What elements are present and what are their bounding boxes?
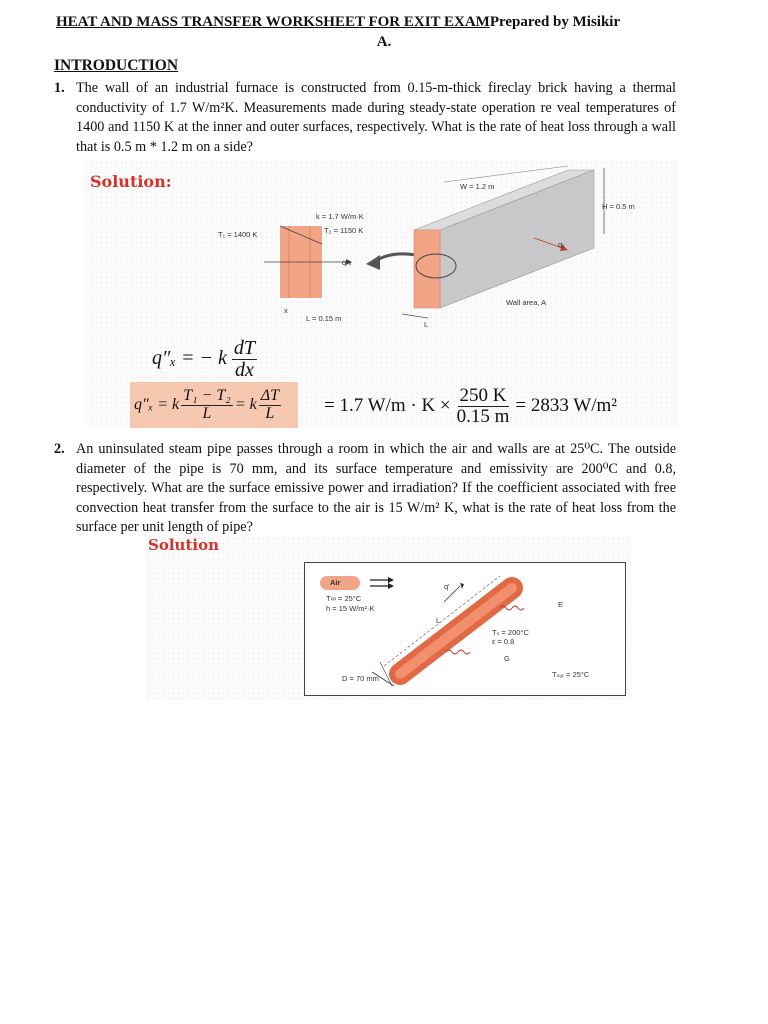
- document-title: HEAT AND MASS TRANSFER WORKSHEET FOR EXIT EXAM: [56, 14, 490, 30]
- fraction-denominator: 0.15 m: [456, 405, 510, 427]
- surroundings-temperature-label: Tₛᵤᵣ = 25°C: [552, 670, 590, 679]
- heat-flux-result-equation: [324, 386, 617, 427]
- emissivity-label: ε = 0.8: [492, 637, 515, 646]
- equation-lhs: q″ₓ = − k: [152, 347, 227, 370]
- wall-end-face: [414, 230, 440, 308]
- author-credit-continued: A.: [376, 34, 392, 50]
- length-label: L: [436, 616, 441, 625]
- equation-fraction: [457, 386, 510, 427]
- fraction-numerator: dT: [233, 337, 256, 359]
- irradiation-label: G: [504, 654, 510, 663]
- document-header: [56, 14, 676, 31]
- question-number: 1.: [54, 80, 65, 96]
- fraction-numerator: ΔT: [260, 386, 280, 404]
- question-number: 2.: [54, 441, 65, 457]
- qx-arrow-label: qₓ: [558, 240, 565, 249]
- t1-label: T₁ = 1400 K: [218, 230, 258, 239]
- t2-label: T₂ = 1150 K: [324, 226, 364, 235]
- fraction-numerator: 250 K: [459, 385, 507, 406]
- k-label: k = 1.7 W/m·K: [316, 212, 364, 221]
- equation-fraction: [232, 338, 257, 381]
- equation-fraction: [181, 388, 233, 423]
- equation-result: = 2833 W/m²: [515, 395, 617, 417]
- fraction-denominator: L: [265, 404, 275, 422]
- fraction-denominator: dx: [235, 359, 254, 381]
- air-label: Air: [330, 578, 341, 587]
- fraction-numerator: T₁ − T₂: [183, 386, 231, 404]
- convection-coefficient-label: h = 15 W/m²·K: [326, 604, 375, 613]
- question-2: [54, 440, 676, 538]
- solution-label: Solution:: [90, 172, 172, 191]
- heat-rate-label: q′: [444, 582, 450, 591]
- question-text: An uninsulated steam pipe passes through a room in which the air and walls are at 25⁰C. The outside diameter of the pipe is 70 mm, and its surface temperature and emissivity are 200⁰C and 0.8, respectively. What are the surface emissive power and irradiation? If the coefficient associated with free convection heat transfer from the surface to the air is 15 W/m² K, what is the rate of heat loss from the surface per unit length of pipe?: [76, 441, 676, 536]
- width-label: W = 1.2 m: [460, 182, 495, 191]
- x-axis-label: x: [284, 306, 288, 315]
- question-1: [54, 79, 676, 157]
- solution-label: Solution: [148, 536, 219, 554]
- length-label: L: [424, 320, 429, 329]
- air-temperature-label: T∞ = 25°C: [326, 594, 362, 603]
- wall-area-label: Wall area, A: [506, 298, 547, 307]
- qx-label: q″ₓ: [342, 258, 352, 267]
- solution-figure-1: [84, 160, 678, 426]
- equation-fraction: [259, 388, 281, 423]
- linear-gradient-equation: [130, 382, 298, 428]
- equation-middle: = k: [234, 396, 257, 413]
- section-heading: INTRODUCTION: [54, 57, 179, 74]
- solution-figure-2: [146, 536, 632, 700]
- emissive-power-label: E: [558, 600, 564, 609]
- surface-temperature-label: Tₛ = 200°C: [492, 628, 529, 637]
- question-text: The wall of an industrial furnace is constructed from 0.15-m-thick fireclay brick having a thermal conductivity of 1.7 W/m²K. Measurements made during steady-state operation re veal temperatures of 1400 and 1150 K at the inner and outer surfaces, respectively. What is the rate of heat loss through a wall that is 0.5 m * 1.2 m on a side?: [76, 80, 676, 155]
- equation-lhs: = 1.7 W/m · K ×: [324, 395, 451, 417]
- thickness-label: L = 0.15 m: [306, 314, 342, 323]
- fourier-law-equation: [152, 338, 257, 381]
- height-label: H = 0.5 m: [602, 202, 635, 211]
- author-credit: Prepared by Misikir: [489, 14, 621, 30]
- fraction-denominator: L: [202, 404, 212, 422]
- furnace-wall-diagram: [84, 160, 678, 340]
- diameter-label: D = 70 mm: [342, 674, 379, 683]
- equation-lhs: q″ₓ = k: [134, 396, 180, 413]
